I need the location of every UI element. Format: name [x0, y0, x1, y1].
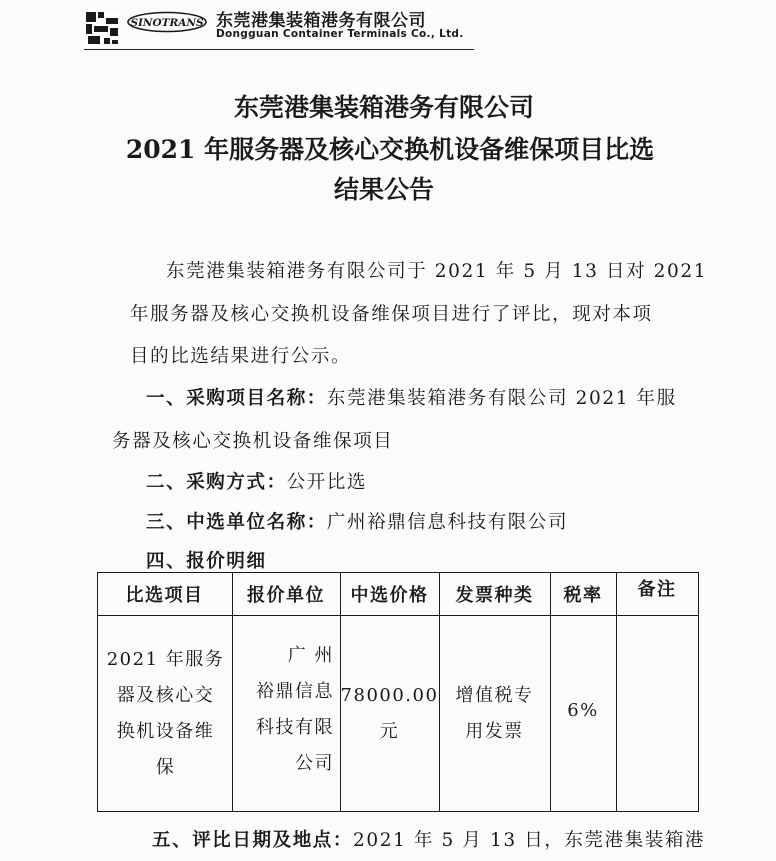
table-header-remark: 备注 — [637, 579, 677, 600]
table-cell-price: 78000.00 元 — [340, 684, 439, 742]
letterhead-company-en: Dongguan Container Terminals Co., Ltd. — [216, 28, 464, 40]
section-3-value: 广州裕鼎信息科技有限公司 — [326, 512, 569, 533]
table-cell-supplier: 广 州 裕鼎信息 科技有限 公司 — [256, 644, 334, 774]
sinotrans-logo — [126, 11, 208, 33]
section-1-label: 一、采购项目名称： — [146, 388, 327, 409]
section-3-label: 三、中选单位名称： — [146, 512, 327, 533]
sinotrans-logo-text: SINOTRANS — [130, 17, 204, 29]
section-2-value: 公开比选 — [286, 472, 368, 493]
section-4-label: 四、报价明细 — [146, 551, 267, 572]
table-cell-remark — [616, 616, 698, 811]
section-1-continued: 务器及核心交换机设备维保项目 — [112, 431, 394, 452]
section-5-label: 五、评比日期及地点： — [152, 830, 354, 851]
title-line-3: 结果公告 — [333, 175, 434, 204]
table-header-price: 中选价格 — [350, 585, 429, 606]
company-logo-icon — [84, 10, 120, 46]
title-line-2: 2021 年服务器及核心交换机设备维保项目比选 — [125, 135, 655, 164]
table-cell-item: 2021 年服务 器及核心交 换机设备维 保 — [106, 648, 225, 778]
section-5-value: 2021 年 5 月 13 日，东莞港集装箱港 — [353, 830, 706, 851]
section-5 — [152, 826, 705, 852]
section-2 — [146, 468, 367, 494]
table-header-item: 比选项目 — [125, 585, 204, 606]
intro-line-1: 东莞港集装箱港务有限公司于 2021 年 5 月 13 日对 2021 — [166, 261, 708, 282]
section-1-value: 东莞港集装箱港务有限公司 2021 年服 — [326, 388, 677, 409]
table-header-invoice: 发票种类 — [455, 585, 534, 606]
table-cell-invoice: 增值税专 用发票 — [455, 684, 534, 742]
intro-line-2: 年服务器及核心交换机设备维保项目进行了评比，现对本项 — [130, 304, 653, 325]
letterhead-divider — [84, 49, 474, 50]
letterhead-company-cn: 东莞港集装箱港务有限公司 — [216, 11, 426, 31]
table-header-tax: 税率 — [563, 585, 603, 606]
quote-detail-table — [97, 572, 699, 812]
table-header-supplier: 报价单位 — [247, 585, 325, 606]
section-2-label: 二、采购方式： — [146, 472, 287, 493]
section-1 — [146, 384, 677, 410]
title-line-1: 东莞港集装箱港务有限公司 — [233, 93, 534, 122]
section-3 — [146, 508, 568, 534]
intro-line-3: 目的比选结果进行公示。 — [130, 346, 352, 367]
table-cell-tax: 6% — [567, 699, 599, 721]
